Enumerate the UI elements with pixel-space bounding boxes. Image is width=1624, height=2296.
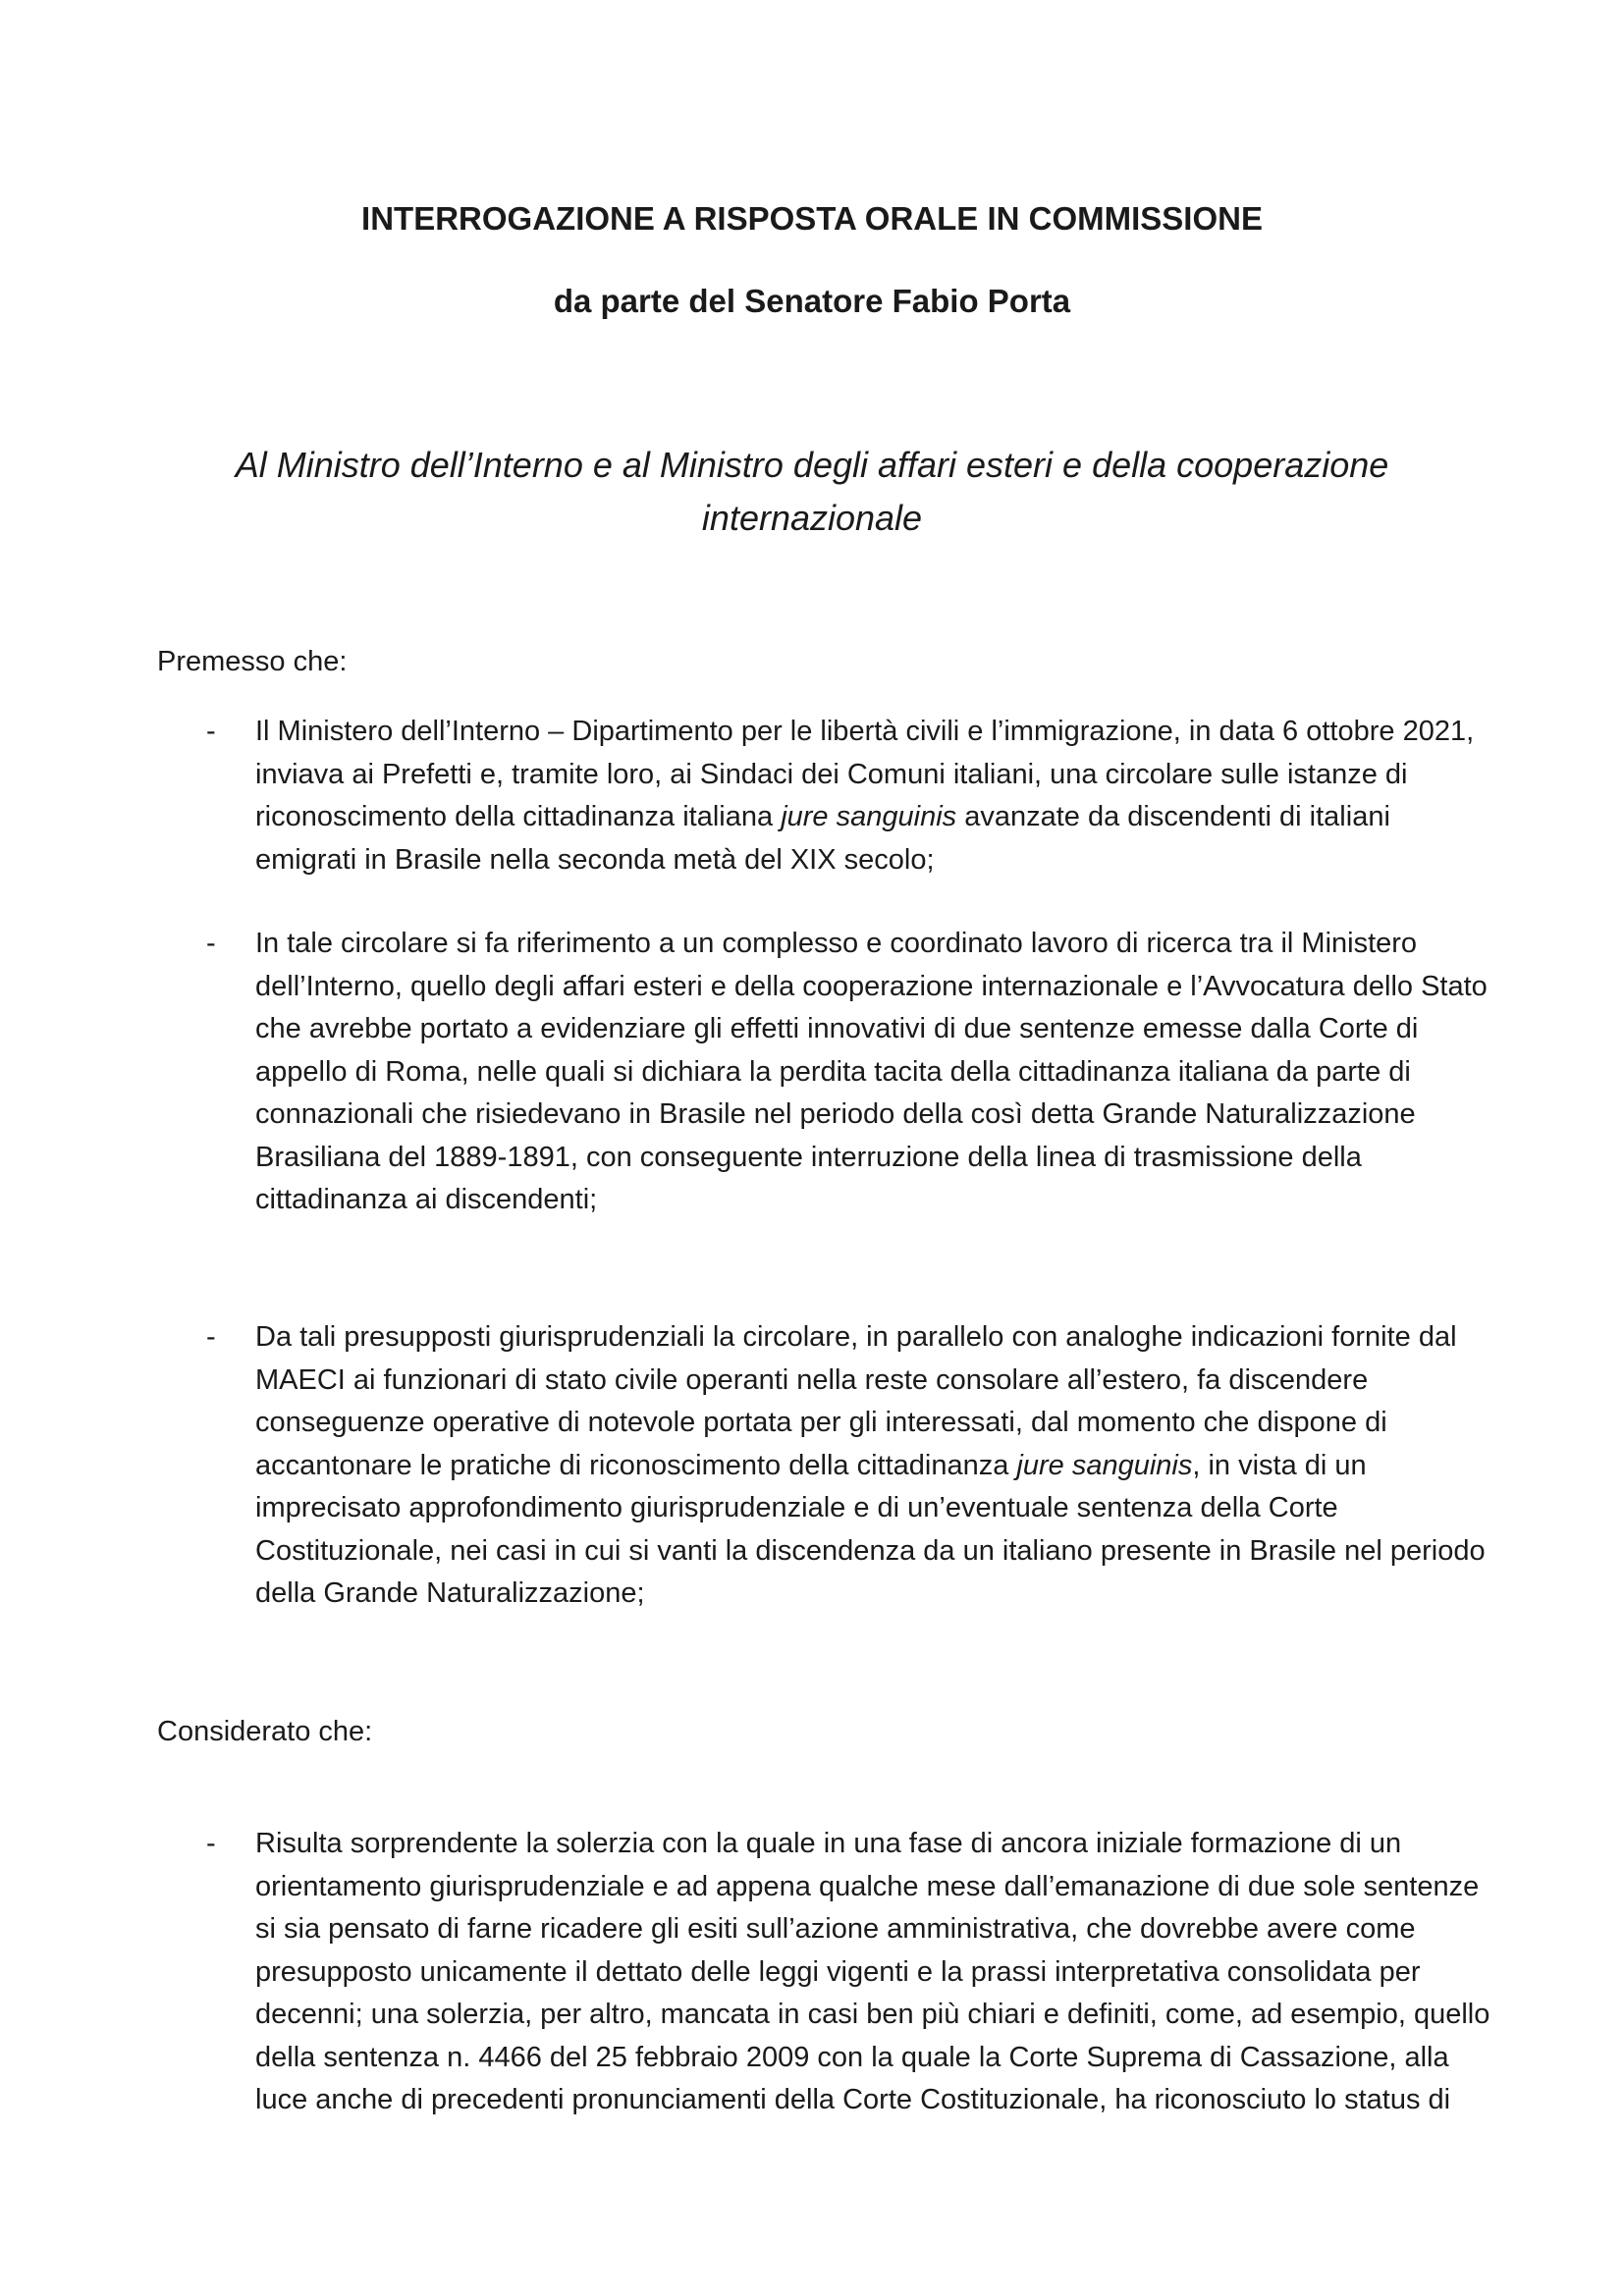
- latin-term: jure sanguinis: [1016, 1449, 1193, 1481]
- document-title: INTERROGAZIONE A RISPOSTA ORALE IN COMMISSIONE: [361, 200, 1263, 237]
- list-dash: -: [206, 1321, 216, 1353]
- paragraph-text-part: Da tali presupposti giurisprudenziali la circolare, in parallelo con analoghe indicazioni fornite dal MAECI ai funzionari di stato civile operanti nella reste consolare all’estero, fa discendere conseguenze operative di notevole portata per gli interessati, dal momento che dispone di accantonare le pratiche di riconoscimento della cittadinanza: [255, 1321, 1457, 1481]
- section-label-considerato: Considerato che:: [157, 1716, 373, 1747]
- paragraph-text: [255, 711, 1492, 881]
- section-label-premesso: Premesso che:: [157, 646, 348, 677]
- paragraph-text-part: , in vista di un imprecisato approfondimento giurisprudenziale e di un’eventuale sentenza della Corte Costituzionale, nei casi in cui si vanti la discendenza da un italiano presente in Brasile nel periodo della Grande Naturalizzazione;: [255, 1449, 1486, 1609]
- list-dash: -: [206, 928, 216, 959]
- list-dash: -: [206, 1828, 216, 1859]
- addressee: Al Ministro dell’Interno e al Ministro degli affari esteri e della cooperazione internazionale: [235, 445, 1389, 538]
- paragraph-text: [255, 1316, 1492, 1616]
- paragraph-text-part: avanzate da discendenti di italiani emigrati in Brasile nella seconda metà del XIX secolo;: [255, 801, 1390, 876]
- paragraph-text: Risulta sorprendente la solerzia con la quale in una fase di ancora iniziale formazione di un orientamento giurisprudenziale e ad appena qualche mese dall’emanazione di due sole sentenze si sia pensato di farne ricadere gli esiti sull’azione amministrativa, che dovrebbe avere come presupposto unicamente il dettato delle leggi vigenti e la prassi interpretativa consolidata per decenni; una solerzia, per altro, mancata in casi ben più chiari e definiti, come, ad esempio, quello della sentenza n. 4466 del 25 febbraio 2009 con la quale la Corte Suprema di Cassazione, alla luce anche di precedenti pronunciamenti della Corte Costituzionale, ha riconosciuto lo status di: [255, 1828, 1490, 2115]
- document-author-line: da parte del Senatore Fabio Porta: [553, 283, 1071, 319]
- latin-term: jure sanguinis: [781, 801, 957, 832]
- paragraph-text-part: Il Ministero dell’Interno – Dipartimento per le libertà civili e l’immigrazione, in data 6 ottobre 2021, inviava ai Prefetti e, tramite loro, ai Sindaci dei Comuni italiani, una circolare sulle istanze di riconoscimento della cittadinanza italiana: [255, 716, 1475, 832]
- list-dash: -: [206, 716, 216, 747]
- paragraph-text: In tale circolare si fa riferimento a un complesso e coordinato lavoro di ricerca tra il Ministero dell’Interno, quello degli affari esteri e della cooperazione internazionale e l’Avvocatura dello Stato che avrebbe portato a evidenziare gli effetti innovativi di due sentenze emesse dalla Corte di appello di Roma, nelle quali si dichiara la perdita tacita della cittadinanza italiana da parte di connazionali che risiedevano in Brasile nel periodo della così detta Grande Naturalizzazione Brasiliana del 1889-1891, con conseguente interruzione della linea di trasmissione della cittadinanza ai discendenti;: [255, 928, 1488, 1215]
